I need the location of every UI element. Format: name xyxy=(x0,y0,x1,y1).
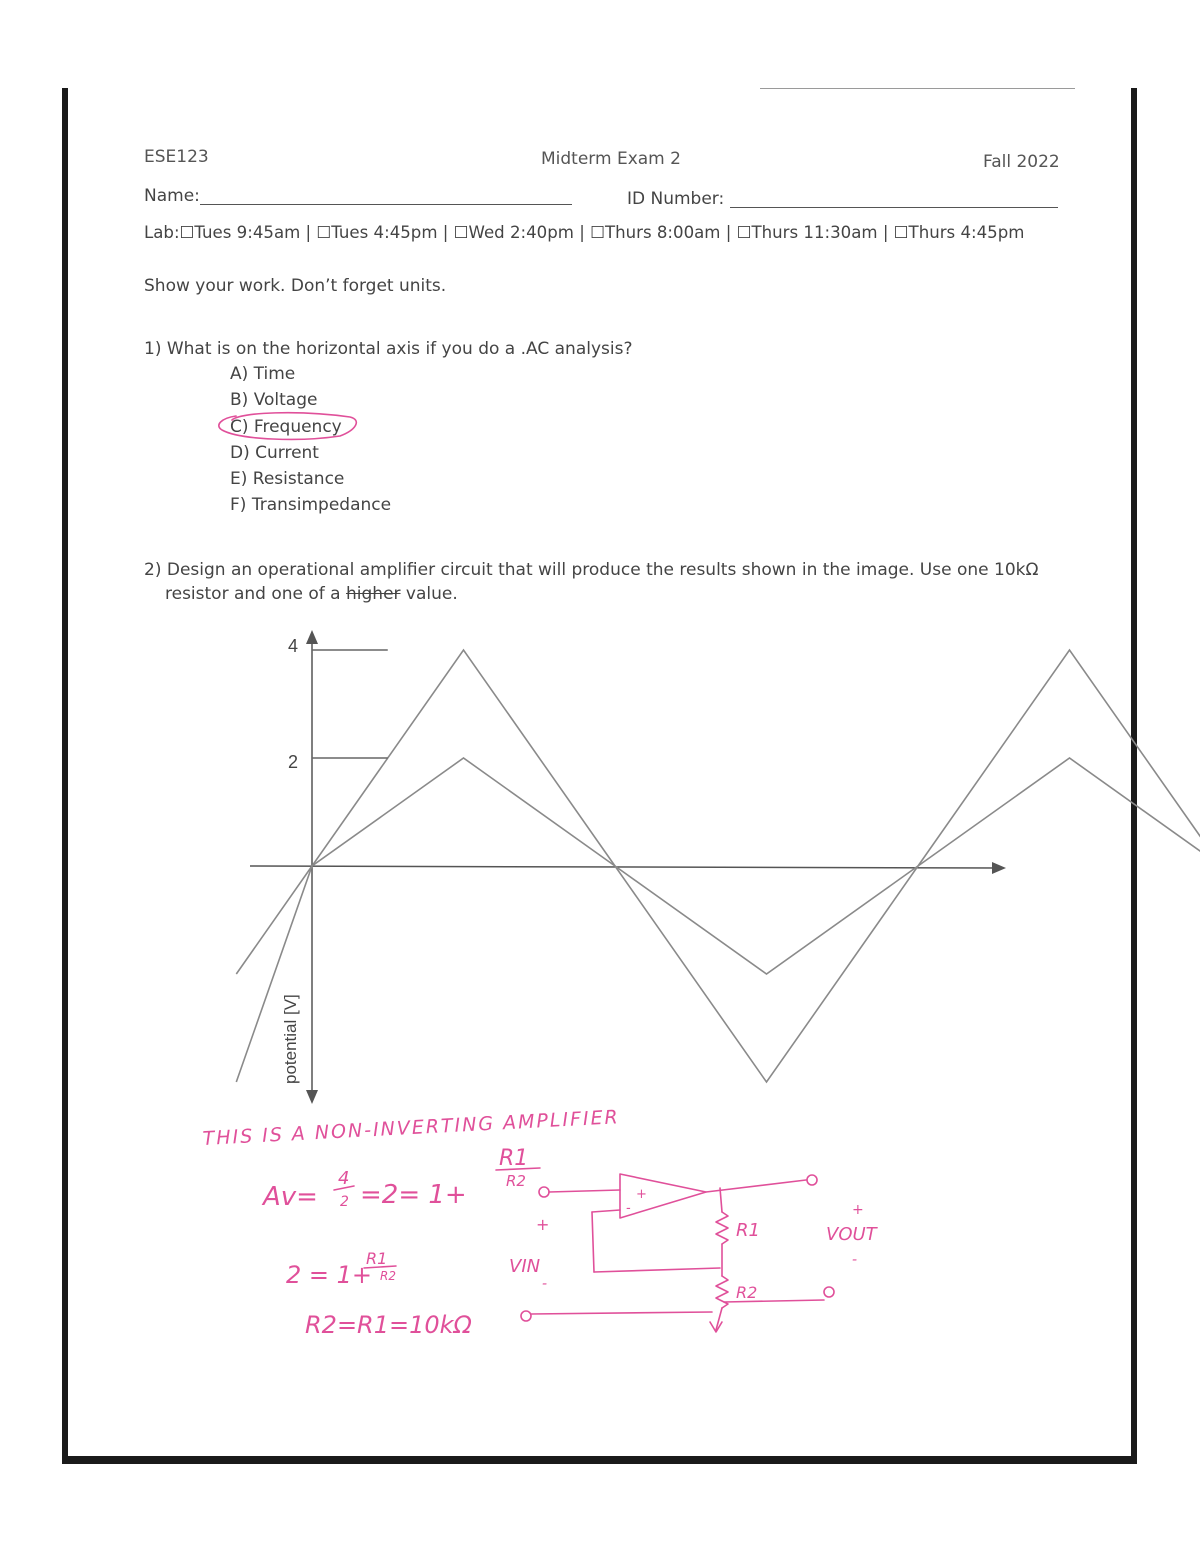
y-axis-arrow-top xyxy=(306,630,318,644)
vin-plus-terminal xyxy=(539,1187,549,1197)
r1-label: R1 xyxy=(736,1220,760,1241)
struck-word: higher xyxy=(346,584,401,604)
question-2-prompt-line1: 2) Design an operational amplifier circuit that will produce the results shown in the image. Use one 10kΩ xyxy=(144,560,1039,580)
exam-title: Midterm Exam 2 xyxy=(541,149,681,169)
answer-circle xyxy=(219,413,357,440)
lab-section-line: Lab:☐Tues 9:45am | ☐Tues 4:45pm | ☐Wed 2:40pm | ☐Thurs 8:00am | ☐Thurs 11:30am | ☐Thurs 4:45pm xyxy=(144,223,1025,242)
gain-eq-r1: R1 xyxy=(499,1146,529,1171)
q1-option-d[interactable]: D) Current xyxy=(230,443,319,463)
vin-minus-sign: - xyxy=(542,1276,548,1292)
q1-option-b[interactable]: B) Voltage xyxy=(230,390,318,410)
eq2-r2: R2 xyxy=(380,1269,396,1283)
vout-minus-terminal xyxy=(824,1287,834,1297)
question-1-prompt: 1) What is on the horizontal axis if you do a .AC analysis? xyxy=(144,339,633,359)
q1-option-c[interactable]: C) Frequency xyxy=(230,417,342,437)
gain-eq-rhs: =2= 1+ xyxy=(360,1180,467,1210)
vout-plus-sign: + xyxy=(852,1202,864,1218)
name-label: Name: xyxy=(144,186,200,206)
y-tick-label: 4 xyxy=(288,636,299,656)
eq2-r1: R1 xyxy=(366,1249,388,1268)
x-axis-arrow xyxy=(992,862,1006,874)
vout-label: VOUT xyxy=(826,1224,877,1245)
question-2-prompt-line2: resistor and one of a higher value. xyxy=(165,584,458,604)
y-tick-label: 2 xyxy=(288,752,299,772)
course-code: ESE123 xyxy=(144,147,209,167)
vin-label: VIN xyxy=(509,1256,541,1277)
vin-minus-terminal xyxy=(521,1311,531,1321)
y-axis-arrow-bottom xyxy=(306,1090,318,1104)
result-equation: R2=R1=10kΩ xyxy=(305,1311,472,1339)
opamp-plus-sign: + xyxy=(636,1187,647,1202)
resistor-r1 xyxy=(716,1212,728,1244)
exam-term: Fall 2022 xyxy=(983,152,1060,172)
id-number-label: ID Number: xyxy=(627,189,725,209)
vin-plus-sign: + xyxy=(536,1215,550,1234)
opamp-symbol xyxy=(620,1174,706,1218)
x-axis xyxy=(250,866,1000,868)
vout-minus-sign: - xyxy=(852,1252,858,1268)
q1-option-f[interactable]: F) Transimpedance xyxy=(230,495,392,515)
eq2-lhs: 2 = 1+ xyxy=(286,1261,373,1289)
instructions: Show your work. Don’t forget units. xyxy=(144,276,447,296)
gain-eq-r2: R2 xyxy=(506,1172,526,1190)
r2-label: R2 xyxy=(736,1283,758,1302)
waveform-chart xyxy=(236,630,1200,1104)
handwritten-statement: THIS IS A NON-INVERTING AMPLIFIER xyxy=(202,1106,621,1150)
y-axis-label: potential [V] xyxy=(281,994,300,1084)
opamp-circuit xyxy=(509,1174,879,1332)
resistor-r2 xyxy=(716,1276,728,1308)
vout-plus-terminal xyxy=(807,1175,817,1185)
gain-eq-lhs: Av= xyxy=(263,1182,318,1212)
q1-option-a[interactable]: A) Time xyxy=(230,364,296,384)
gain-eq-num: 4 xyxy=(338,1168,350,1189)
q1-option-e[interactable]: E) Resistance xyxy=(230,469,345,489)
opamp-minus-sign: - xyxy=(626,1201,631,1216)
gain-eq-den: 2 xyxy=(340,1194,349,1210)
